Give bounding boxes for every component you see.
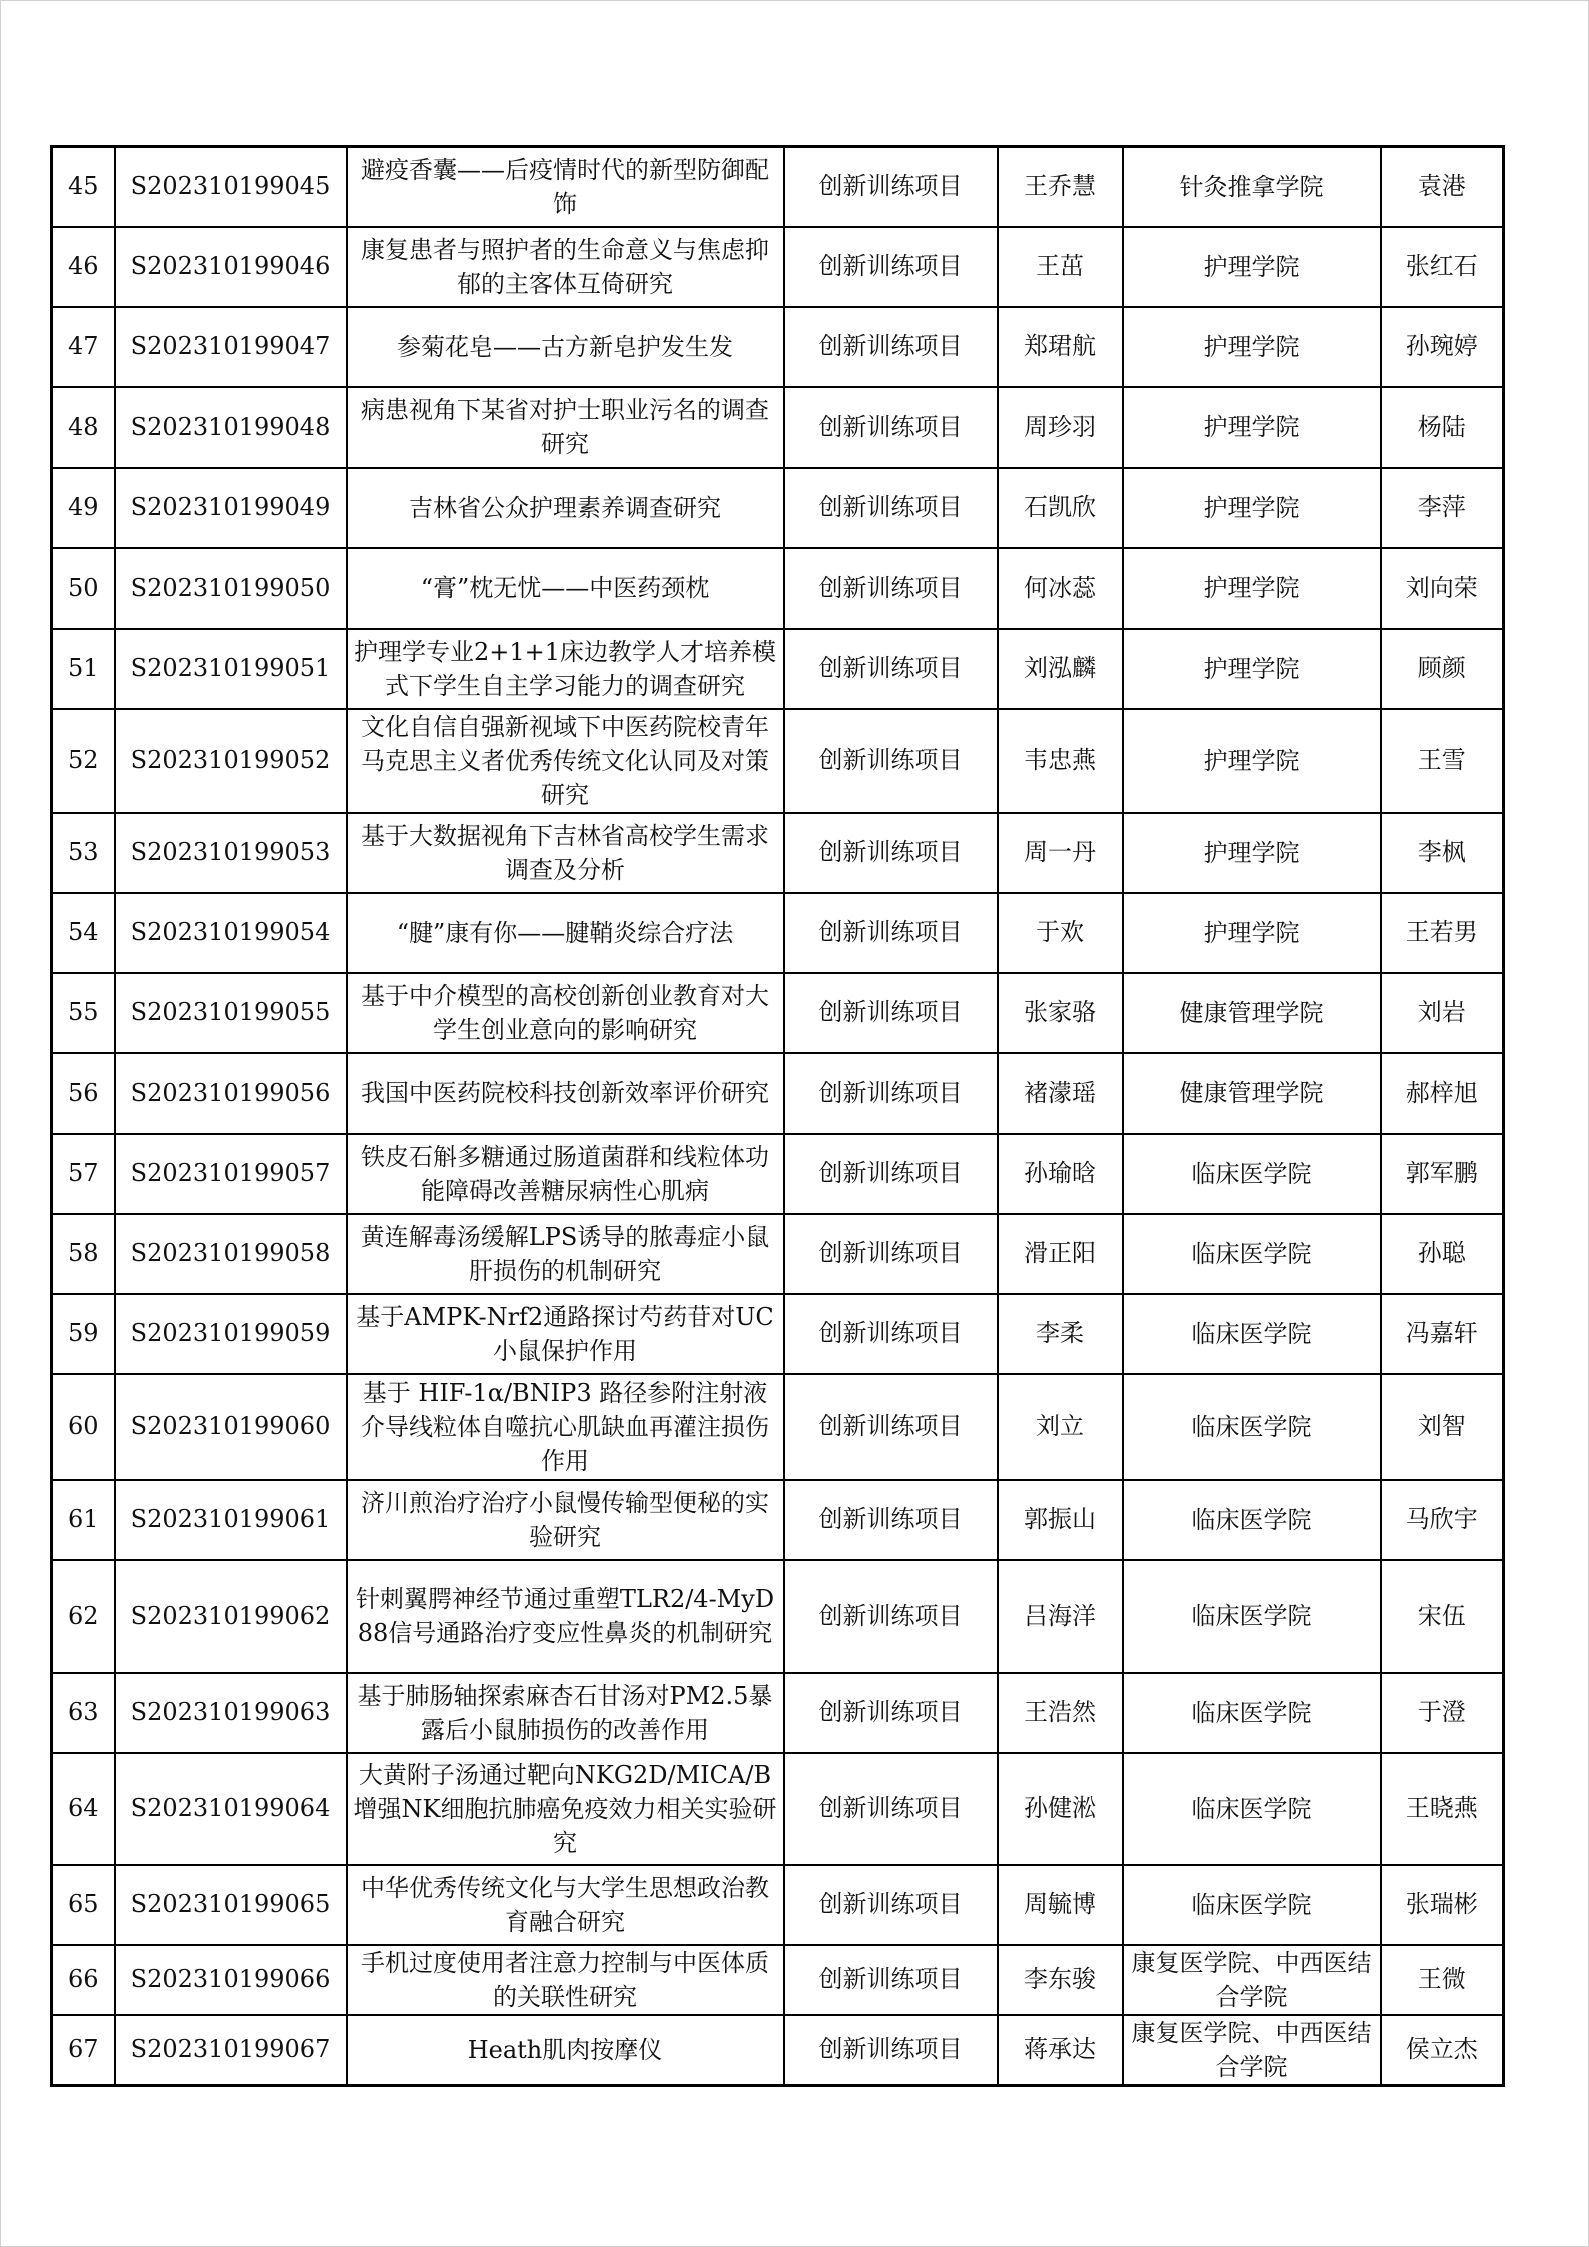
table-row <box>52 813 1504 893</box>
project-type: 创新训练项目 <box>784 147 998 227</box>
project-leader: 王浩然 <box>998 1673 1123 1753</box>
row-number: 49 <box>52 468 115 548</box>
college: 护理学院 <box>1123 387 1381 468</box>
advisor: 冯嘉轩 <box>1381 1294 1504 1374</box>
project-id: S202310199053 <box>115 813 347 893</box>
college: 健康管理学院 <box>1123 1053 1381 1134</box>
project-type: 创新训练项目 <box>784 893 998 973</box>
advisor: 宋伍 <box>1381 1560 1504 1673</box>
row-number: 67 <box>52 2015 115 2086</box>
project-type: 创新训练项目 <box>784 1374 998 1480</box>
project-leader: 吕海洋 <box>998 1560 1123 1673</box>
project-id: S202310199052 <box>115 709 347 813</box>
table-row <box>52 1945 1504 2015</box>
table-row <box>52 1480 1504 1560</box>
table-row <box>52 147 1504 227</box>
row-number: 48 <box>52 387 115 468</box>
table-row <box>52 1865 1504 1945</box>
table-row <box>52 1560 1504 1673</box>
advisor: 刘向荣 <box>1381 548 1504 629</box>
college: 临床医学院 <box>1123 1480 1381 1560</box>
project-leader: 郭振山 <box>998 1480 1123 1560</box>
project-type: 创新训练项目 <box>784 1294 998 1374</box>
project-id: S202310199061 <box>115 1480 347 1560</box>
project-title: 护理学专业2+1+1床边教学人才培养模式下学生自主学习能力的调查研究 <box>347 629 784 709</box>
college: 临床医学院 <box>1123 1214 1381 1294</box>
project-id: S202310199047 <box>115 307 347 387</box>
project-id: S202310199055 <box>115 973 347 1053</box>
project-leader: 石凯欣 <box>998 468 1123 548</box>
project-title: 康复患者与照护者的生命意义与焦虑抑郁的主客体互倚研究 <box>347 227 784 307</box>
row-number: 52 <box>52 709 115 813</box>
project-leader: 王乔慧 <box>998 147 1123 227</box>
row-number: 54 <box>52 893 115 973</box>
project-leader: 于欢 <box>998 893 1123 973</box>
project-type: 创新训练项目 <box>784 1134 998 1214</box>
advisor: 张红石 <box>1381 227 1504 307</box>
project-title: 吉林省公众护理素养调查研究 <box>347 468 784 548</box>
project-type: 创新训练项目 <box>784 1560 998 1673</box>
project-id: S202310199048 <box>115 387 347 468</box>
table-row <box>52 387 1504 468</box>
advisor: 孙琬婷 <box>1381 307 1504 387</box>
project-title: 中华优秀传统文化与大学生思想政治教育融合研究 <box>347 1865 784 1945</box>
project-type: 创新训练项目 <box>784 1053 998 1134</box>
row-number: 47 <box>52 307 115 387</box>
project-leader: 李东骏 <box>998 1945 1123 2015</box>
college: 护理学院 <box>1123 307 1381 387</box>
project-id: S202310199058 <box>115 1214 347 1294</box>
project-title: Heath肌肉按摩仪 <box>347 2015 784 2086</box>
row-number: 61 <box>52 1480 115 1560</box>
advisor: 张瑞彬 <box>1381 1865 1504 1945</box>
project-title: 黄连解毒汤缓解LPS诱导的脓毒症小鼠肝损伤的机制研究 <box>347 1214 784 1294</box>
row-number: 65 <box>52 1865 115 1945</box>
project-title: 参菊花皂——古方新皂护发生发 <box>347 307 784 387</box>
project-id: S202310199051 <box>115 629 347 709</box>
college: 护理学院 <box>1123 468 1381 548</box>
college: 临床医学院 <box>1123 1560 1381 1673</box>
college: 临床医学院 <box>1123 1134 1381 1214</box>
college: 健康管理学院 <box>1123 973 1381 1053</box>
college: 康复医学院、中西医结合学院 <box>1123 1945 1381 2015</box>
row-number: 45 <box>52 147 115 227</box>
table-row <box>52 548 1504 629</box>
advisor: 王雪 <box>1381 709 1504 813</box>
row-number: 50 <box>52 548 115 629</box>
college: 临床医学院 <box>1123 1753 1381 1865</box>
project-id: S202310199050 <box>115 548 347 629</box>
row-number: 63 <box>52 1673 115 1753</box>
project-type: 创新训练项目 <box>784 813 998 893</box>
college: 护理学院 <box>1123 629 1381 709</box>
advisor: 王晓燕 <box>1381 1753 1504 1865</box>
project-leader: 褚濛瑶 <box>998 1053 1123 1134</box>
table-row <box>52 1294 1504 1374</box>
advisor: 马欣宇 <box>1381 1480 1504 1560</box>
advisor: 刘岩 <box>1381 973 1504 1053</box>
project-id: S202310199059 <box>115 1294 347 1374</box>
project-type: 创新训练项目 <box>784 1865 998 1945</box>
college: 护理学院 <box>1123 709 1381 813</box>
advisor: 王若男 <box>1381 893 1504 973</box>
row-number: 46 <box>52 227 115 307</box>
project-leader: 韦忠燕 <box>998 709 1123 813</box>
college: 临床医学院 <box>1123 1294 1381 1374</box>
project-title: 基于中介模型的高校创新创业教育对大学生创业意向的影响研究 <box>347 973 784 1053</box>
project-title: 基于肺肠轴探索麻杏石甘汤对PM2.5暴露后小鼠肺损伤的改善作用 <box>347 1673 784 1753</box>
advisor: 王微 <box>1381 1945 1504 2015</box>
table-row <box>52 629 1504 709</box>
row-number: 53 <box>52 813 115 893</box>
project-leader: 王茁 <box>998 227 1123 307</box>
project-table <box>50 145 1505 2087</box>
row-number: 59 <box>52 1294 115 1374</box>
table-row <box>52 1673 1504 1753</box>
project-title: 手机过度使用者注意力控制与中医体质的关联性研究 <box>347 1945 784 2015</box>
row-number: 55 <box>52 973 115 1053</box>
project-type: 创新训练项目 <box>784 1214 998 1294</box>
project-type: 创新训练项目 <box>784 227 998 307</box>
project-leader: 郑珺航 <box>998 307 1123 387</box>
row-number: 57 <box>52 1134 115 1214</box>
college: 临床医学院 <box>1123 1374 1381 1480</box>
advisor: 李枫 <box>1381 813 1504 893</box>
row-number: 56 <box>52 1053 115 1134</box>
project-type: 创新训练项目 <box>784 468 998 548</box>
college: 护理学院 <box>1123 893 1381 973</box>
project-leader: 周毓博 <box>998 1865 1123 1945</box>
project-type: 创新训练项目 <box>784 973 998 1053</box>
project-title: 基于大数据视角下吉林省高校学生需求调查及分析 <box>347 813 784 893</box>
project-id: S202310199049 <box>115 468 347 548</box>
project-id: S202310199063 <box>115 1673 347 1753</box>
project-type: 创新训练项目 <box>784 307 998 387</box>
college: 针灸推拿学院 <box>1123 147 1381 227</box>
project-id: S202310199056 <box>115 1053 347 1134</box>
table-row <box>52 2015 1504 2086</box>
project-title: 基于 HIF-1α/BNIP3 路径参附注射液介导线粒体自噬抗心肌缺血再灌注损伤作用 <box>347 1374 784 1480</box>
project-id: S202310199062 <box>115 1560 347 1673</box>
table-row <box>52 973 1504 1053</box>
project-id: S202310199067 <box>115 2015 347 2086</box>
project-leader: 何冰蕊 <box>998 548 1123 629</box>
project-id: S202310199064 <box>115 1753 347 1865</box>
table-row <box>52 1134 1504 1214</box>
table-row <box>52 709 1504 813</box>
table-row <box>52 1374 1504 1480</box>
advisor: 杨陆 <box>1381 387 1504 468</box>
project-id: S202310199065 <box>115 1865 347 1945</box>
project-title: 大黄附子汤通过靶向NKG2D/MICA/B 增强NK细胞抗肺癌免疫效力相关实验研究 <box>347 1753 784 1865</box>
row-number: 62 <box>52 1560 115 1673</box>
project-id: S202310199046 <box>115 227 347 307</box>
advisor: 郭军鹏 <box>1381 1134 1504 1214</box>
advisor: 侯立杰 <box>1381 2015 1504 2086</box>
project-leader: 刘立 <box>998 1374 1123 1480</box>
advisor: 郝梓旭 <box>1381 1053 1504 1134</box>
project-leader: 孙健淞 <box>998 1753 1123 1865</box>
project-title: 避疫香囊——后疫情时代的新型防御配饰 <box>347 147 784 227</box>
project-title: 基于AMPK-Nrf2通路探讨芍药苷对UC小鼠保护作用 <box>347 1294 784 1374</box>
row-number: 58 <box>52 1214 115 1294</box>
advisor: 于澄 <box>1381 1673 1504 1753</box>
project-title: 针刺翼腭神经节通过重塑TLR2/4-MyD88信号通路治疗变应性鼻炎的机制研究 <box>347 1560 784 1673</box>
project-type: 创新训练项目 <box>784 1753 998 1865</box>
college: 康复医学院、中西医结合学院 <box>1123 2015 1381 2086</box>
row-number: 66 <box>52 1945 115 2015</box>
project-id: S202310199054 <box>115 893 347 973</box>
row-number: 60 <box>52 1374 115 1480</box>
project-title: 我国中医药院校科技创新效率评价研究 <box>347 1053 784 1134</box>
project-type: 创新训练项目 <box>784 2015 998 2086</box>
row-number: 64 <box>52 1753 115 1865</box>
project-title: “腱”康有你——腱鞘炎综合疗法 <box>347 893 784 973</box>
college: 护理学院 <box>1123 813 1381 893</box>
advisor: 刘智 <box>1381 1374 1504 1480</box>
table-row <box>52 227 1504 307</box>
advisor: 顾颜 <box>1381 629 1504 709</box>
project-leader: 李柔 <box>998 1294 1123 1374</box>
advisor: 李萍 <box>1381 468 1504 548</box>
project-title: 济川煎治疗治疗小鼠慢传输型便秘的实验研究 <box>347 1480 784 1560</box>
college: 护理学院 <box>1123 548 1381 629</box>
project-leader: 滑正阳 <box>998 1214 1123 1294</box>
project-leader: 周一丹 <box>998 813 1123 893</box>
project-leader: 孙瑜晗 <box>998 1134 1123 1214</box>
college: 临床医学院 <box>1123 1865 1381 1945</box>
project-type: 创新训练项目 <box>784 1480 998 1560</box>
project-type: 创新训练项目 <box>784 709 998 813</box>
project-id: S202310199045 <box>115 147 347 227</box>
college: 护理学院 <box>1123 227 1381 307</box>
project-type: 创新训练项目 <box>784 548 998 629</box>
project-type: 创新训练项目 <box>784 1673 998 1753</box>
table-row <box>52 893 1504 973</box>
project-id: S202310199060 <box>115 1374 347 1480</box>
table-row <box>52 1053 1504 1134</box>
project-title: 铁皮石斛多糖通过肠道菌群和线粒体功能障碍改善糖尿病性心肌病 <box>347 1134 784 1214</box>
table-row <box>52 307 1504 387</box>
table-row <box>52 468 1504 548</box>
project-type: 创新训练项目 <box>784 629 998 709</box>
row-number: 51 <box>52 629 115 709</box>
project-type: 创新训练项目 <box>784 1945 998 2015</box>
project-type: 创新训练项目 <box>784 387 998 468</box>
table-row <box>52 1753 1504 1865</box>
project-id: S202310199057 <box>115 1134 347 1214</box>
project-title: “膏”枕无忧——中医药颈枕 <box>347 548 784 629</box>
table-row <box>52 1214 1504 1294</box>
project-title: 文化自信自强新视域下中医药院校青年马克思主义者优秀传统文化认同及对策研究 <box>347 709 784 813</box>
project-id: S202310199066 <box>115 1945 347 2015</box>
project-title: 病患视角下某省对护士职业污名的调查研究 <box>347 387 784 468</box>
college: 临床医学院 <box>1123 1673 1381 1753</box>
project-leader: 蒋承达 <box>998 2015 1123 2086</box>
advisor: 孙聪 <box>1381 1214 1504 1294</box>
project-leader: 周珍羽 <box>998 387 1123 468</box>
project-leader: 刘泓麟 <box>998 629 1123 709</box>
advisor: 袁港 <box>1381 147 1504 227</box>
project-leader: 张家骆 <box>998 973 1123 1053</box>
